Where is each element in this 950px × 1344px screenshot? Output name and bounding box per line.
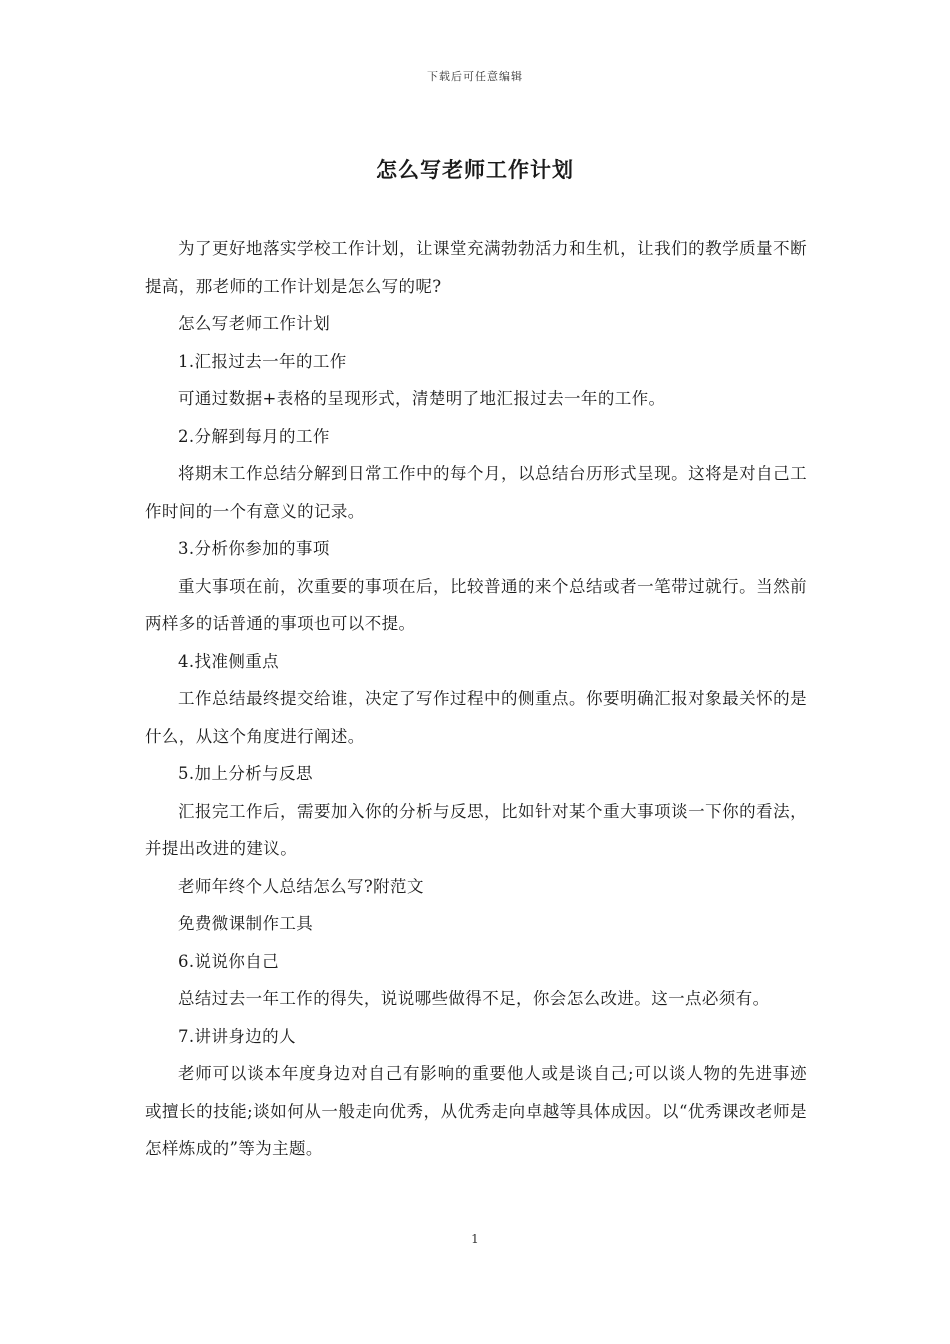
paragraph-section-7: 老师可以谈本年度身边对自己有影响的重要他人或是谈自己;可以谈人物的先进事迹或擅长的技能;谈如何从一般走向优秀，从优秀走向卓越等具体成因。以“优秀课改老师是怎样炼成的”等为主题。 — [145, 1064, 807, 1158]
document-body — [145, 230, 807, 1168]
paragraph-section-6: 总结过去一年工作的得失，说说哪些做得不足，你会怎么改进。这一点必须有。 — [178, 989, 770, 1008]
section-heading-7: 7.讲讲身边的人 — [178, 1026, 296, 1046]
paragraph-intro: 为了更好地落实学校工作计划，让课堂充满勃勃活力和生机，让我们的教学质量不断提高，那老师的工作计划是怎么写的呢? — [145, 239, 807, 296]
paragraph-section-2: 将期末工作总结分解到日常工作中的每个月，以总结台历形式呈现。这将是对自己工作时间的一个有意义的记录。 — [145, 464, 807, 521]
page-number: 1 — [471, 1232, 479, 1246]
paragraph-subtitle: 怎么写老师工作计划 — [178, 314, 331, 333]
paragraph-section-3: 重大事项在前，次重要的事项在后，比较普通的来个总结或者一笔带过就行。当然前两样多的话普通的事项也可以不提。 — [145, 576, 807, 633]
section-heading-6: 6.说说你自己 — [178, 951, 280, 971]
section-heading-3: 3.分析你参加的事项 — [178, 539, 330, 558]
section-heading-2: 2.分解到每月的工作 — [178, 426, 330, 446]
page-title: 怎么写老师工作计划 — [376, 157, 574, 182]
section-heading-4: 4.找准侧重点 — [178, 651, 280, 671]
section-heading-5: 5.加上分析与反思 — [178, 764, 313, 783]
section-heading-1: 1.汇报过去一年的工作 — [178, 351, 347, 371]
paragraph-related-link: 老师年终个人总结怎么写?附范文 — [178, 876, 424, 896]
paragraph-tool-link: 免费微课制作工具 — [178, 914, 314, 933]
paragraph-section-1: 可通过数据+表格的呈现形式，清楚明了地汇报过去一年的工作。 — [178, 389, 666, 408]
header-note: 下载后可任意编辑 — [427, 70, 523, 83]
paragraph-section-4: 工作总结最终提交给谁，决定了写作过程中的侧重点。你要明确汇报对象最关怀的是什么，从这个角度进行阐述。 — [145, 689, 807, 746]
paragraph-section-5: 汇报完工作后，需要加入你的分析与反思，比如针对某个重大事项谈一下你的看法，并提出改进的建议。 — [145, 801, 807, 858]
